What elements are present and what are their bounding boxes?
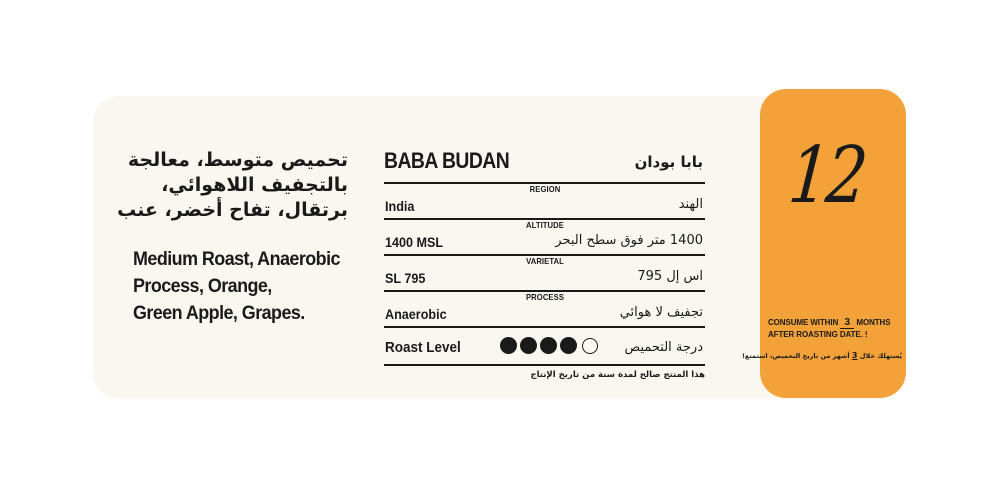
altitude-value-ar: 1400 متر فوق سطح البحر xyxy=(555,233,703,248)
roast-level-indicator xyxy=(500,337,598,354)
varietal-row xyxy=(384,256,705,292)
region-value-en: India xyxy=(385,198,415,214)
region-row xyxy=(384,184,705,220)
consume-ar-prefix: يُستهلك خلال xyxy=(859,352,902,360)
description-arabic-line: تحميص متوسط، معالجة xyxy=(127,149,348,171)
altitude-label: ALTITUDE xyxy=(525,220,564,230)
roast-dot-filled xyxy=(560,337,577,354)
title-row xyxy=(384,148,705,184)
varietal-value-ar: اس إل 795 xyxy=(637,269,703,284)
roast-dot-filled xyxy=(540,337,557,354)
description-english-line: Process, Orange, xyxy=(133,275,272,297)
process-value-en: Anaerobic xyxy=(385,306,447,322)
varietal-value-en: SL 795 xyxy=(385,270,426,286)
product-name-ar: بابا بودان xyxy=(634,153,703,171)
consume-within-note-ar xyxy=(741,351,902,360)
description-arabic-line: برتقال، تفاح أخضر، عنب xyxy=(117,199,348,221)
roast-dot-empty xyxy=(582,338,598,354)
region-label: REGION xyxy=(529,184,560,194)
process-row xyxy=(384,292,705,328)
process-label: PROCESS xyxy=(525,292,564,302)
best-before-tag xyxy=(741,89,906,398)
consume-months: 3 xyxy=(840,318,854,329)
consume-suffix: MONTHS xyxy=(856,318,891,327)
description-english xyxy=(133,246,345,327)
consume-within-note xyxy=(768,317,900,341)
varietal-label: VARIETAL xyxy=(525,256,564,266)
consume-ar-months: 3 xyxy=(851,351,858,360)
altitude-value-en: 1400 MSL xyxy=(385,234,444,250)
tag-number: 12 xyxy=(785,131,868,221)
consume-line2: AFTER ROASTING DATE. ! xyxy=(768,330,868,339)
altitude-row xyxy=(384,220,705,256)
roast-level-label-ar: درجة التحميص xyxy=(624,340,703,355)
description-arabic xyxy=(117,148,348,223)
description-english-line: Medium Roast, Anaerobic xyxy=(133,248,340,270)
region-value-ar: الهند xyxy=(678,197,703,212)
description-english-line: Green Apple, Grapes. xyxy=(133,302,305,324)
roast-dot-filled xyxy=(500,337,517,354)
info-table xyxy=(384,148,705,366)
roast-dot-filled xyxy=(520,337,537,354)
consume-prefix: CONSUME WITHIN xyxy=(768,318,839,327)
description-arabic-line: بالتجفيف اللاهوائي، xyxy=(161,174,348,196)
shelf-life-note: هذا المنتج صالح لمدة سنة من تاريخ الإنتاج xyxy=(530,370,705,380)
roast-level-label-en: Roast Level xyxy=(385,339,461,356)
consume-ar-suffix: أشهر من تاريخ التحميص، استمتع! xyxy=(741,352,850,360)
process-value-ar: تجفيف لا هوائي xyxy=(619,305,703,320)
roast-level-row xyxy=(384,328,705,366)
product-name-en: BABA BUDAN xyxy=(384,148,510,173)
